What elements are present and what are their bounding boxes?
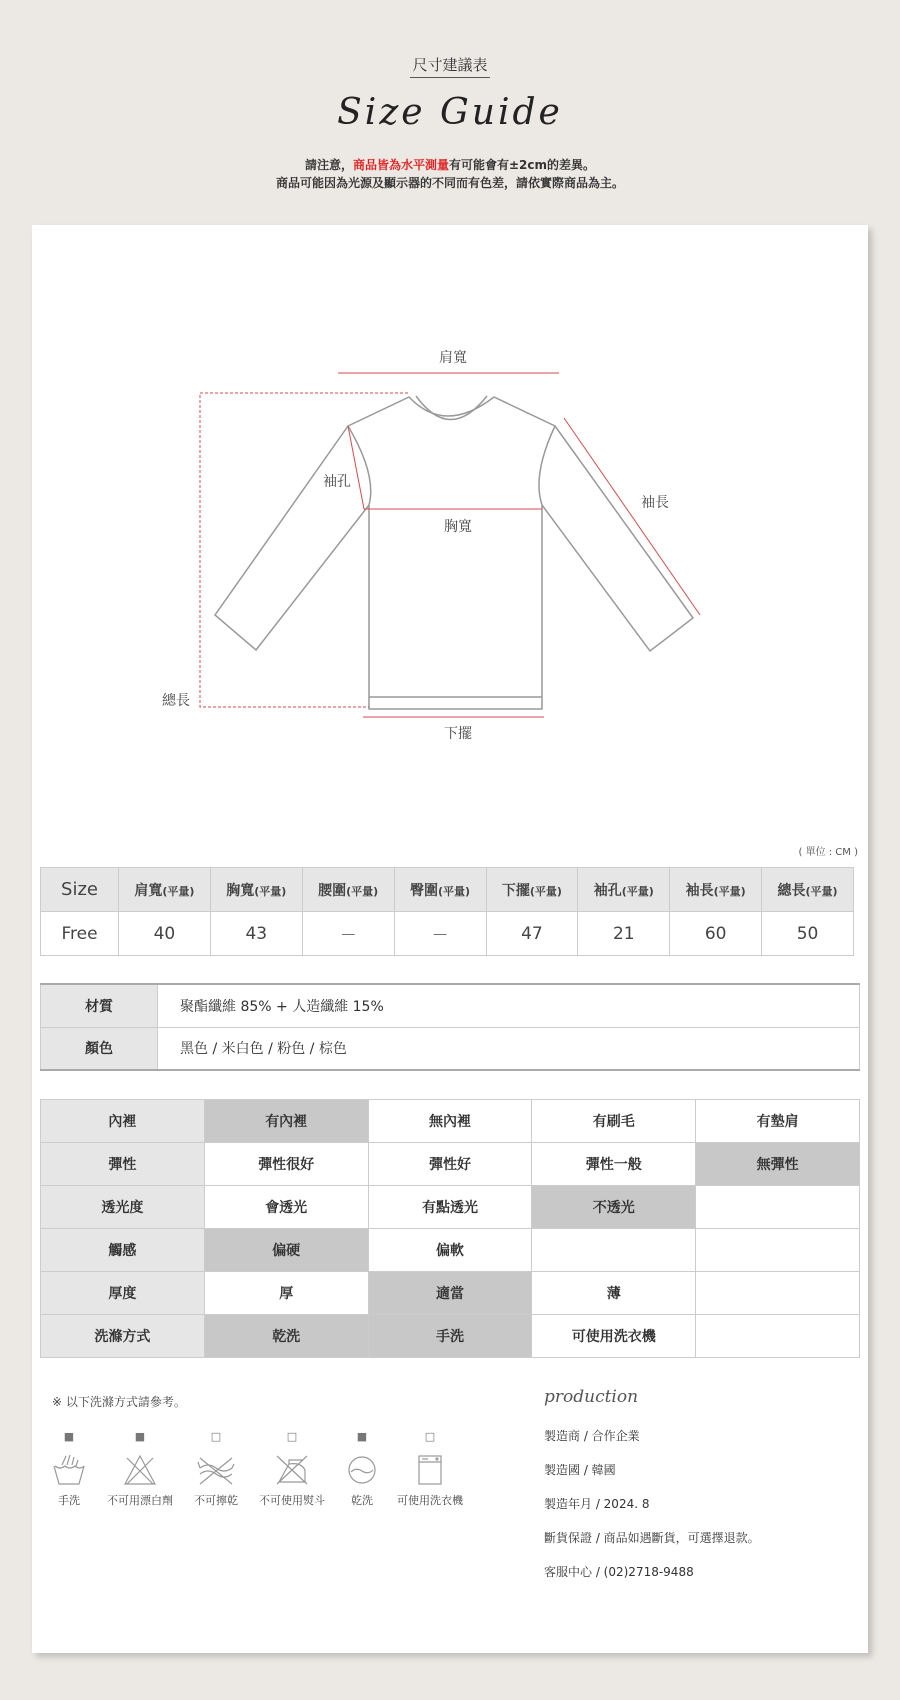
wash-label: 手洗 [58,1494,80,1507]
attribute-option [696,1229,860,1272]
length-measure-line [200,393,408,707]
attribute-key: 彈性 [41,1143,205,1186]
color-value: 黑色 / 米白色 / 粉色 / 棕色 [158,1027,860,1070]
unit-label: ( 單位 : CM ) [798,847,858,858]
sweater-outline [215,396,693,709]
material-table [40,983,860,1071]
attribute-key: 觸感 [41,1229,205,1272]
material-value: 聚酯纖維 85% + 人造纖維 15% [158,984,860,1027]
wash-label: 乾洗 [351,1494,373,1507]
value-cell: 50 [762,912,854,956]
attribute-key: 透光度 [41,1186,205,1229]
measure-lines [338,373,700,717]
no-bleach-icon [123,1454,157,1486]
wash-label: 可使用洗衣機 [397,1494,463,1507]
label-shoulder: 肩寬 [439,350,467,366]
size-header-cell: Size [41,868,119,912]
attribute-option: 有內裡 [204,1100,368,1143]
label-chest: 胸寬 [444,519,472,535]
attribute-option: 無彈性 [696,1143,860,1186]
attribute-option: 偏硬 [204,1229,368,1272]
wash-item-hand-wash [29,1430,109,1508]
production-line-guarantee: 斷貨保證 / 商品如遇斷貨，可選擇退款。 [544,1531,760,1545]
attribute-table [40,1099,860,1358]
wash-mark: □ [210,1430,222,1443]
value-cell: 47 [486,912,578,956]
label-sleeve: 袖長 [641,495,669,511]
attribute-option: 可使用洗衣機 [532,1315,696,1358]
attribute-option: 無內裡 [368,1100,532,1143]
header-chest: 胸寬(平量) [210,868,302,912]
attribute-option: 會透光 [204,1186,368,1229]
attribute-option: 薄 [532,1272,696,1315]
measurement-notice: 請注意，商品皆為水平測量有可能會有±2cm的差異。 商品可能因為光源及顯示器的不同而有色差，請依實際商品為主。 [275,158,624,190]
wash-mark: □ [424,1430,436,1443]
attribute-option [696,1315,860,1358]
wash-item-no-iron [252,1430,332,1508]
page-title: Size Guide [337,92,563,133]
table-row [41,1315,860,1358]
wash-item-no-wring [176,1430,256,1508]
attribute-option: 厚 [204,1272,368,1315]
attribute-option: 偏軟 [368,1229,532,1272]
attribute-option: 彈性一般 [532,1143,696,1186]
attribute-option: 有墊肩 [696,1100,860,1143]
table-row [41,912,854,956]
attribute-option [696,1186,860,1229]
wash-mark: ■ [63,1430,75,1443]
garment-diagram [32,225,868,825]
size-chart-label: 尺寸建議表 [0,54,900,75]
value-cell: 60 [670,912,762,956]
production-line-service: 客服中心 / (02)2718-9488 [544,1565,694,1579]
no-iron-icon [275,1454,309,1486]
attribute-key: 內裡 [41,1100,205,1143]
production-line-date: 製造年月 / 2024. 8 [544,1497,650,1511]
value-cell: 43 [210,912,302,956]
header-armhole: 袖孔(平量) [578,868,670,912]
table-row [41,1143,860,1186]
table-row [41,1229,860,1272]
attribute-option: 乾洗 [204,1315,368,1358]
attribute-key: 洗滌方式 [41,1315,205,1358]
label-length: 總長 [162,693,190,709]
table-row [41,1100,860,1143]
attribute-key: 厚度 [41,1272,205,1315]
washing-note: ※ 以下洗滌方式請參考。 [52,1395,186,1409]
attribute-option [532,1229,696,1272]
table-row [41,1272,860,1315]
color-row [41,1027,860,1070]
production-line-maker: 製造商 / 合作企業 [544,1429,640,1443]
size-guide-card [32,225,868,1653]
production-title: production [544,1387,639,1407]
value-cell: － [394,912,486,956]
size-cell: Free [41,912,119,956]
wash-label: 不可擰乾 [194,1494,238,1507]
wash-item-no-bleach [100,1430,180,1508]
header-sleeve: 袖長(平量) [670,868,762,912]
value-cell: 40 [119,912,211,956]
attribute-option: 彈性很好 [204,1143,368,1186]
header-shoulder: 肩寬(平量) [119,868,211,912]
no-wring-icon [196,1454,236,1486]
color-key: 顏色 [41,1027,158,1070]
attribute-option: 不透光 [532,1186,696,1229]
header-hip: 臀圍(平量) [394,868,486,912]
dry-clean-icon [345,1454,379,1486]
hand-wash-icon [52,1454,86,1486]
table-row [41,1186,860,1229]
production-line-country: 製造國 / 韓國 [544,1463,616,1477]
attribute-option: 有刷毛 [532,1100,696,1143]
attribute-option: 適當 [368,1272,532,1315]
wash-item-washing-machine [390,1430,470,1508]
label-armhole: 袖孔 [323,474,351,490]
wash-mark: ■ [356,1430,368,1443]
header-waist: 腰圍(平量) [302,868,394,912]
washing-machine-icon [413,1454,447,1486]
label-hem: 下擺 [444,726,472,742]
attribute-option: 手洗 [368,1315,532,1358]
wash-label: 不可用漂白劑 [107,1494,173,1507]
header-length: 總長(平量) [762,868,854,912]
header-hem: 下擺(平量) [486,868,578,912]
attribute-option [696,1272,860,1315]
attribute-option: 彈性好 [368,1143,532,1186]
value-cell: － [302,912,394,956]
wash-label: 不可使用熨斗 [259,1494,325,1507]
size-table [40,867,854,956]
value-cell: 21 [578,912,670,956]
size-table-header [41,868,854,912]
wash-mark: ■ [134,1430,146,1443]
wash-mark: □ [286,1430,298,1443]
attribute-option: 有點透光 [368,1186,532,1229]
material-key: 材質 [41,984,158,1027]
material-row [41,984,860,1027]
